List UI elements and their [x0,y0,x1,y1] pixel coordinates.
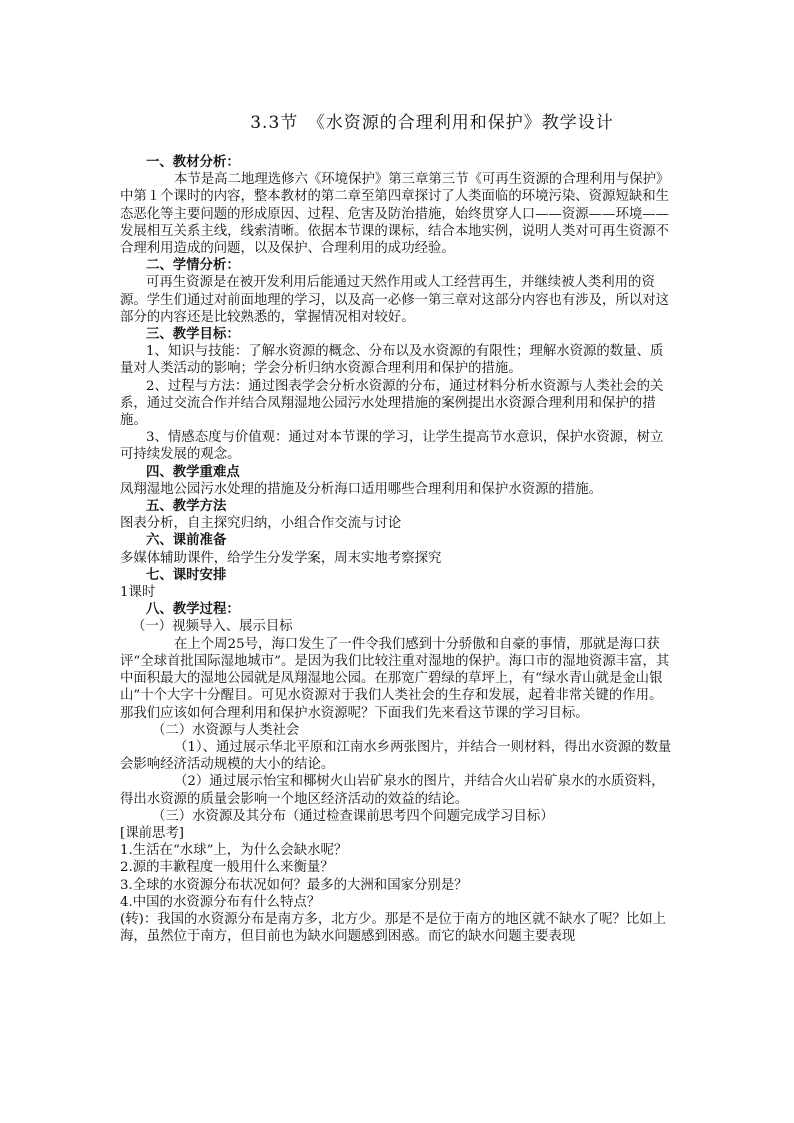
paragraph-goal-process: 2、过程与方法：通过图表学会分析水资源的分布，通过材料分析水资源与人类社会的关系，通过交流合作并结合凤翔湿地公园污水处理措施的案例提出水资源合理利用和保护的措施。 [120,378,664,429]
pre-class-thinking-title: [课前思考] [120,825,185,841]
subsection-title-water-distribution: （三）水资源及其分布（通过检查课前思考四个问题完成学习目标） [152,808,554,824]
paragraph-transition: (转)：我国的水资源分布是南方多，北方少。那是不是位于南方的地区就不缺水了呢？比如上海，虽然位于南方，但目前也为缺水问题感到困惑。而它的缺水问题主要表现 [120,911,667,945]
question-item: 2.源的丰歉程度一般用什么来衡量？ [120,860,334,876]
section-heading-textbook-analysis: 一、教材分析： [146,154,240,170]
section-heading-schedule: 七、课时安排 [146,566,227,583]
paragraph-video-intro: 在上个周25号，海口发生了一件令我们感到十分骄傲和自豪的事情，那就是海口获评“全球首批国际湿地城市”。是因为我们比较注重对湿地的保护。海口市的湿地资源丰富，其中面积最大的湿地公园就是凤翔湿地公园。在那宽广碧绿的草坪上，有“绿水青山就是金山银山”十个大字十分醒目。可见水资源对于我们人类社会的生存和发展，起着非常关键的作用。那我们应该如何合理利用和保护水资源呢？下面我们先来看这节课的学习目标。 [120,636,670,721]
section-heading-teaching-goals: 三、教学目标： [146,326,240,343]
paragraph-textbook-analysis: 本节是高二地理选修六《环境保护》第三章第三节《可再生资源的合理利用与保护》中第１个课时的内容，整本教材的第二章至第四章探讨了人类面临的环境污染、资源短缺和生态恶化等主要问题的形成原因、过程、危害及防治措施，始终贯穿人口——资源——环境——发展相互关系主线，线索清晰。依据本节课的课标，结合本地实例，说明人类对可再生资源不合理利用造成的问题，以及保护、合理利用的成功经验。 [120,172,670,257]
subsection-title-video-intro: （一）视频导入、展示目标 [132,619,293,635]
paragraph-goal-knowledge: 1、知识与技能：了解水资源的概念、分布以及水资源的有限性；理解水资源的数量、质量对人类活动的影响；学会分析归纳水资源合理利用和保护的措施。 [120,344,664,377]
paragraph-schedule: 1课时 [120,585,156,601]
paragraph-key-points: 凤翔湿地公园污水处理的措施及分析海口适用哪些合理利用和保护水资源的措施。 [120,481,603,497]
section-heading-key-points: 四、教学重难点 [146,463,240,480]
paragraph-teaching-methods: 图表分析，自主探究归纳，小组合作交流与讨论 [120,516,402,532]
paragraph-water-quantity: （1）、通过展示华北平原和江南水乡两张图片，并结合一则材料，得出水资源的数量会影响经济活动规模的大小的结论。 [120,739,672,773]
paragraph-student-analysis: 可再生资源是在被开发利用后能通过天然作用或人工经营再生，并继续被人类利用的资源。学生们通过对前面地理的学习，以及高一必修一第三章对这部分内容也有涉及，所以对这部分的内容还是比较熟悉的，掌握情况相对较好。 [120,275,670,325]
page-title: 3.3节 《水资源的合理利用和保护》教学设计 [250,113,614,133]
question-item: 3.全球的水资源分布状况如何？最多的大洲和国家分别是？ [120,877,468,893]
section-heading-teaching-methods: 五、教学方法 [146,498,227,515]
section-heading-student-analysis: 二、学情分析： [146,257,240,274]
section-heading-teaching-process: 八、教学过程： [146,601,240,618]
paragraph-goal-attitude: 3、情感态度与价值观：通过对本节课的学习，让学生提高节水意识，保护水资源，树立可持续发展的观念。 [120,430,664,463]
subsection-title-water-society: （二）水资源与人类社会 [152,722,300,738]
paragraph-preparation: 多媒体辅助课件，给学生分发学案，周末实地考察探究 [120,550,442,566]
paragraph-water-quality: （2）通过展示怡宝和椰树火山岩矿泉水的图片，并结合火山岩矿泉水的水质资料，得出水资源的质量会影响一个地区经济活动的效益的结论。 [120,774,665,807]
section-heading-preparation: 六、课前准备 [146,532,227,549]
document-body [120,154,673,945]
question-item: 1.生活在“水球”上，为什么会缺水呢？ [120,843,348,859]
question-item: 4.中国的水资源分布有什么特点？ [120,894,321,910]
